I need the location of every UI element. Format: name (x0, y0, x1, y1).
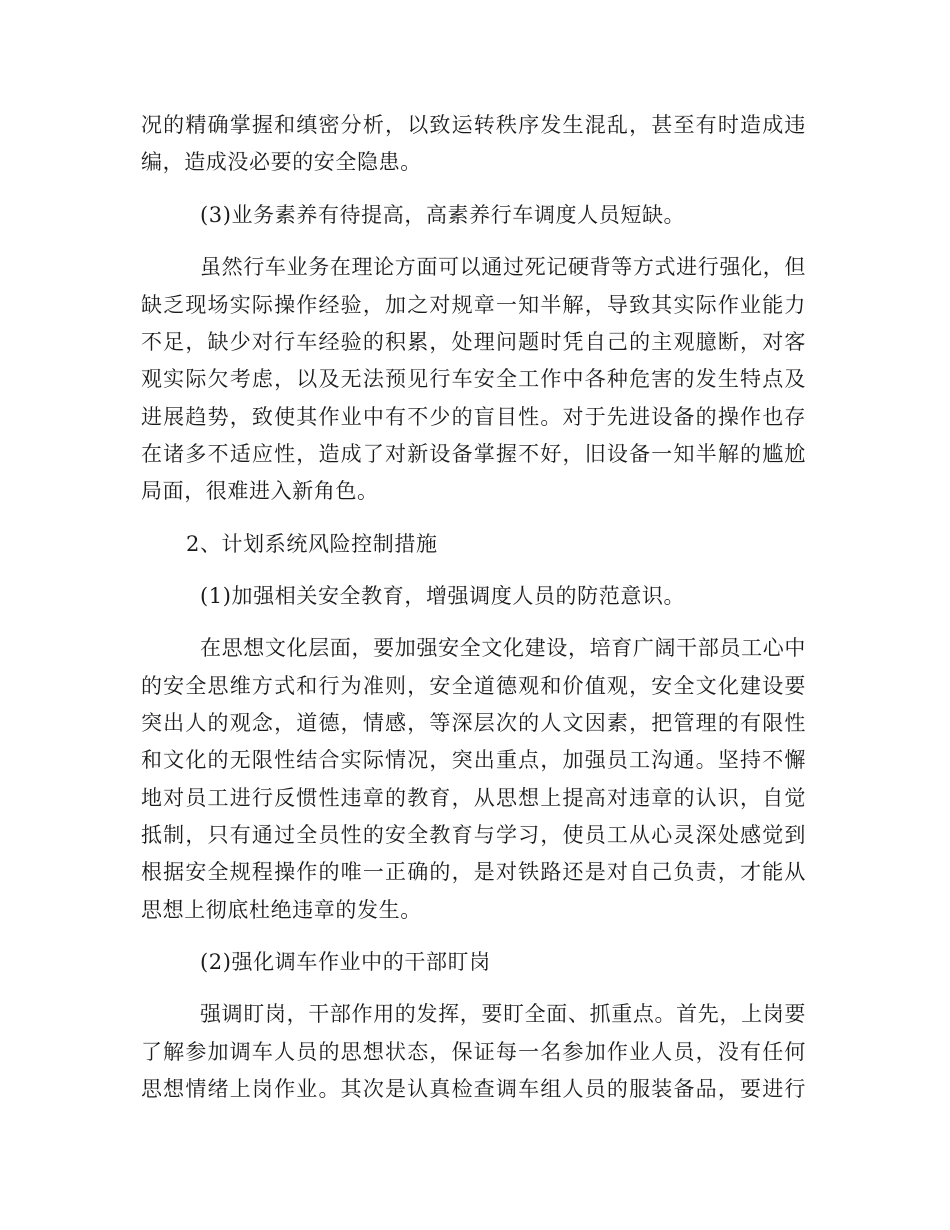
paragraph-line: 抵制，只有通过全员性的安全教育与学习，使员工从心灵深处感觉到 (141, 823, 806, 847)
paragraph-line: 的安全思维方式和行为准则，安全道德观和价值观，安全文化建设要 (141, 674, 806, 698)
paragraph-line: 和文化的无限性结合实际情况，突出重点，加强员工沟通。坚持不懈 (141, 748, 806, 772)
paragraph-line: 观实际欠考虑，以及无法预见行车安全工作中各种危害的发生特点及 (141, 367, 806, 391)
section-heading: (2)强化调车作业中的干部盯岗 (200, 950, 491, 974)
paragraph-line: 强调盯岗，干部作用的发挥，要盯全面、抓重点。首先，上岗要 (200, 1002, 806, 1026)
paragraph-line: 地对员工进行反惯性违章的教育，从思想上提高对违章的认识，自觉 (141, 786, 806, 810)
paragraph-line: 思想上彻底杜绝违章的发生。 (141, 898, 422, 922)
paragraph-line: 在思想文化层面，要加强安全文化建设，培育广阔干部员工心中 (200, 636, 806, 660)
paragraph-line: 在诸多不适应性，造成了对新设备掌握不好，旧设备一知半解的尴尬 (141, 442, 806, 466)
section-heading: (1)加强相关安全教育，增强调度人员的防范意识。 (200, 584, 686, 608)
section-heading: (3)业务素养有待提高，高素养行车调度人员短缺。 (200, 203, 686, 227)
paragraph-line: 虽然行车业务在理论方面可以通过死记硬背等方式进行强化，但 (200, 255, 806, 279)
paragraph-line: 编，造成没必要的安全隐患。 (141, 150, 422, 174)
paragraph-line: 不足，缺少对行车经验的积累，处理问题时凭自己的主观臆断，对客 (141, 330, 806, 354)
paragraph-line: 局面，很难进入新角色。 (141, 479, 379, 503)
paragraph-line: 突出人的观念，道德，情感，等深层次的人文因素，把管理的有限性 (141, 711, 806, 735)
section-heading: 2、计划系统风险控制措施 (186, 532, 438, 556)
paragraph-line: 根据安全规程操作的唯一正确的，是对铁路还是对自己负责，才能从 (141, 860, 806, 884)
paragraph-line: 了解参加调车人员的思想状态，保证每一名参加作业人员，没有任何 (141, 1040, 806, 1064)
paragraph-line: 进展趋势，致使其作业中有不少的盲目性。对于先进设备的操作也存 (141, 405, 806, 429)
paragraph-line: 思想情绪上岗作业。其次是认真检查调车组人员的服装备品，要进行 (141, 1077, 806, 1101)
paragraph-line: 况的精确掌握和缜密分析，以致运转秩序发生混乱，甚至有时造成违 (141, 113, 806, 137)
paragraph-line: 缺乏现场实际操作经验，加之对规章一知半解，导致其实际作业能力 (141, 293, 806, 317)
